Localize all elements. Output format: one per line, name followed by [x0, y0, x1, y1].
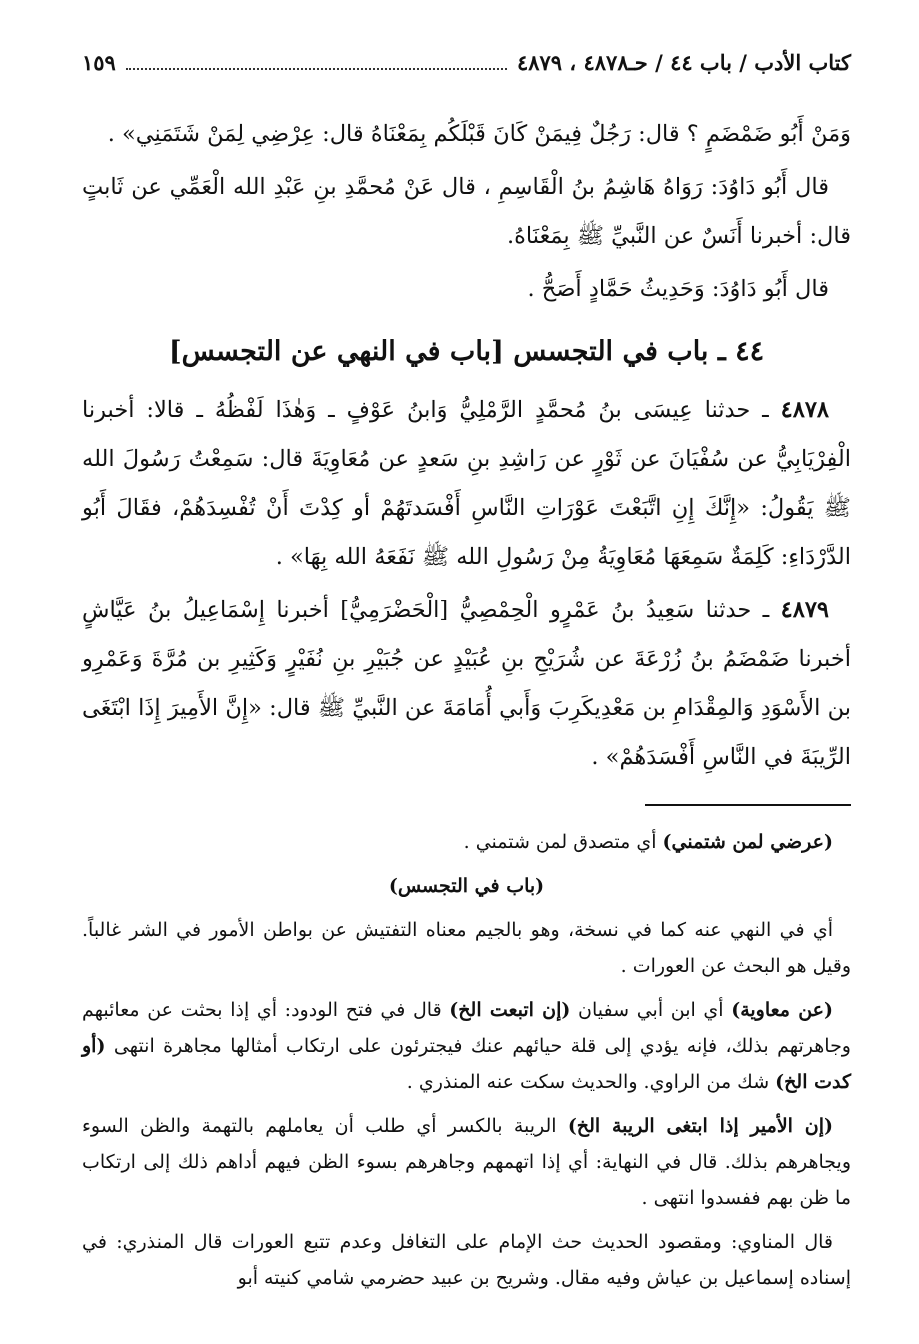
commentary-lemma: (إن اتبعت الخ) [449, 999, 571, 1021]
commentary-text: شك من الراوي. والحديث سكت عنه المنذري . [406, 1071, 776, 1093]
commentary-text: قال في فتح الودود: أي إذا بحثت عن معائبهم وجاهرتهم بذلك، فإنه يؤدي إلى قلة حيائهم عنك فيجترئون على ارتكاب أمثالها مجاهرة انتهى [82, 999, 851, 1057]
commentary-lemma: (أو كدت الخ) [82, 1035, 851, 1093]
commentary-lemma: (عن معاوية) [731, 999, 833, 1021]
commentary-heading: (باب في التجسس) [388, 875, 545, 897]
running-header [82, 50, 851, 84]
leader-dots [126, 54, 507, 70]
footnote-separator [645, 804, 851, 806]
hadith-body: ـ حدثنا سَعِيدُ بنُ عَمْرٍو الْحِمْصِيُّ [الْحَضْرَمِيُّ] أخبرنا إِسْمَاعِيلُ بنُ عَيَّاشٍ أخبرنا ضَمْضَمُ بنُ زُرْعَةَ عن شُرَيْحِ بنِ عُبَيْدٍ عن جُبَيْرِ بنِ نُفَيْرٍ وَكَثِيرِ بن مُرَّةَ وَعَمْرِو بن الأَسْوَدِ وَالمِقْدَامِ بن مَعْدِيكَرِبَ وَأَبي أُمَامَةَ عن النَّبيِّ ﷺ قال: «إِنَّ الأَمِيرَ إِذَا ابْتَغَى الرِّيبَةَ في النَّاسِ أَفْسَدَهُمْ» . [82, 597, 851, 770]
commentary-text: أي متصدق لمن شتمني . [463, 831, 663, 853]
hadith-4879 [82, 586, 851, 782]
commentary-paragraph-5 [82, 1108, 851, 1216]
commentary-lemma: (إن الأمير إذا ابتغى الريبة الخ) [567, 1115, 833, 1137]
commentary-text: الريبة بالكسر أي طلب أن يعاملهم بالتهمة والظن السوء ويجاهرهم بذلك. قال في النهاية: أي إذا اتهمهم وجاهرهم بسوء الظن فيهم أداهم ذلك إلى ارتكاب ما ظن بهم ففسدوا انتهى . [82, 1115, 851, 1209]
hadith-body: ـ حدثنا عِيسَى بنُ مُحمَّدٍ الرَّمْلِيُّ وَابنُ عَوْفٍ ـ وَهٰذَا لَفْظُهُ ـ قالا: أخبرنا الْفِرْيَابِيُّ عن سُفْيَانَ عن ثَوْرٍ عن رَاشِدِ بنِ سَعدٍ عن مُعَاوِيَةَ قال: سَمِعْتُ رَسُولَ الله ﷺ يَقُولُ: «إِنَّكَ إِنِ اتَّبَعْتَ عَوْرَاتِ النَّاسِ أَفْسَدتَهُمْ أو كِدْتَ أَنْ تُفْسِدَهُمْ، فقَالَ أَبُو الدَّرْدَاءِ: كَلِمَةٌ سَمِعَهَا مُعَاوِيَةُ مِنْ رَسُولِ الله ﷺ نَفَعَهُ الله بِهَا» . [82, 397, 851, 570]
hadith-number: ٤٨٧٩ [780, 597, 829, 623]
header-title: كتاب الأدب / باب ٤٤ / حـ٤٨٧٨ ، ٤٨٧٩ [516, 50, 851, 75]
matn-paragraph-2: قال أَبُو دَاوُدَ: رَوَاهُ هَاشِمُ بنُ الْقَاسِمِ ، قال عَنْ مُحمَّدِ بنِ عَبْدِ الله الْعَمِّي عن ثَابتٍ قال: أخبرنا أَنَسٌ عن النَّبيِّ ﷺ بِمَعْنَاهُ. [82, 174, 851, 249]
commentary-paragraph-3: أي في النهي عنه كما في نسخة، وهو بالجيم معناه التفتيش عن بواطن الأمور في الشر غالباً. وقيل هو البحث عن العورات . [82, 919, 851, 977]
commentary-paragraph-6: قال المناوي: ومقصود الحديث حث الإمام على التغافل وعدم تتبع العورات قال المنذري: في إسناده إسماعيل بن عياش وفيه مقال. وشريح بن عبيد حضرمي شامي كنيته أبو [82, 1231, 851, 1289]
chapter-title: ٤٤ ـ باب في التجسس [باب في النهي عن التجسس] [168, 336, 765, 367]
hadith-text [82, 110, 851, 782]
hadith-number: ٤٨٧٨ [780, 397, 830, 423]
commentary-paragraph-4 [82, 992, 851, 1100]
matn-paragraph-3: قال أَبُو دَاوُدَ: وَحَدِيثُ حَمَّادٍ أَصَحُّ . [527, 276, 829, 302]
commentary-text: أي ابن أبي سفيان [570, 999, 732, 1021]
commentary-paragraph-1 [82, 824, 851, 860]
commentary-lemma: (عرضي لمن شتمني) [662, 831, 833, 853]
hadith-4878 [82, 386, 851, 582]
commentary [82, 824, 851, 1296]
page-number: ١٥٩ [82, 50, 116, 75]
matn-paragraph-1: وَمَنْ أَبُو ضَمْضَمٍ ؟ قال: رَجُلٌ فِيمَنْ كَانَ قَبْلَكُم بِمَعْنَاهُ قال: عِرْضِي لِمَنْ شَتَمَنِي» . [107, 121, 851, 147]
